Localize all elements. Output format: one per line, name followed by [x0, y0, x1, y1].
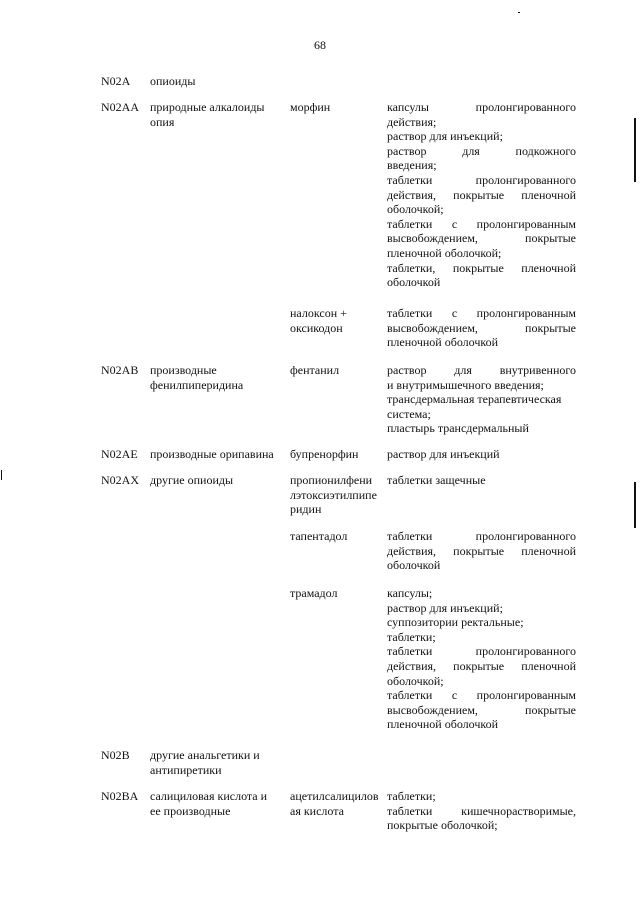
dosage-form-line: таблетки пролонгированного: [387, 172, 576, 187]
dosage-form-line: таблетки пролонгированного: [387, 529, 576, 543]
dosage-form-line: капсулы пролонгированного: [387, 100, 576, 114]
dosage-form-line: пластырь трансдермальный: [387, 421, 529, 436]
dosage-form-line: раствор для инъекций;: [387, 600, 503, 615]
dosage-form-line: таблетки;: [387, 789, 436, 803]
group-name: природные алкалоиды опия: [150, 100, 265, 129]
dosage-form-line: пленочной оболочкой: [387, 335, 499, 350]
dosage-forms: [387, 306, 576, 350]
group-name: салициловая кислота и ее производные: [150, 789, 268, 818]
dosage-form-line: высвобождением, покрытые: [387, 231, 576, 246]
atc-code: N02A: [101, 74, 131, 88]
atc-code: N02AE: [101, 447, 138, 461]
dosage-form-line: таблетки защечные: [387, 473, 486, 487]
dosage-form-line: действия;: [387, 114, 437, 129]
dosage-form-line: покрытые оболочкой;: [387, 818, 498, 833]
dosage-form-line: таблетки кишечнорастворимые,: [387, 803, 576, 818]
dosage-form-line: оболочкой;: [387, 202, 444, 217]
dosage-form-line: оболочкой: [387, 275, 441, 290]
dosage-form-line: раствор для инъекций: [387, 447, 500, 461]
drug-name: ацетилсалициловая кислота: [290, 789, 379, 818]
scan-edge-mark: [634, 482, 636, 528]
drug-name: тапентадол: [290, 529, 348, 543]
atc-code: N02AB: [101, 363, 139, 377]
dosage-form-line: действия, покрытые пленочной: [387, 187, 576, 202]
dosage-forms: [387, 789, 576, 833]
dosage-forms: [387, 586, 576, 732]
dosage-forms: [387, 363, 576, 436]
dosage-form-line: действия, покрытые пленочной: [387, 658, 576, 673]
drug-name: пропионилфенилэтоксиэтилпиперидин: [290, 473, 377, 517]
dosage-form-line: пленочной оболочкой;: [387, 245, 502, 260]
group-name: другие анальгетики и антипиретики: [150, 748, 260, 777]
scan-edge-mark: [518, 12, 520, 13]
drug-name: трамадол: [290, 586, 338, 600]
dosage-forms: [387, 529, 576, 573]
dosage-form-line: таблетки с пролонгированным: [387, 688, 576, 703]
group-name: производные фенилпиперидина: [150, 363, 244, 392]
page-number: 68: [314, 38, 326, 52]
group-name: производные орипавина: [150, 447, 274, 461]
dosage-form-line: действия, покрытые пленочной: [387, 543, 576, 558]
dosage-form-line: пленочной оболочкой: [387, 717, 499, 732]
atc-code: N02AX: [101, 473, 139, 487]
dosage-form-line: раствор для внутривенного: [387, 363, 576, 377]
atc-code: N02BA: [101, 789, 139, 803]
dosage-form-line: раствор для инъекций;: [387, 129, 503, 144]
dosage-form-line: таблетки, покрытые пленочной: [387, 260, 576, 275]
dosage-form-line: введения;: [387, 158, 437, 173]
dosage-form-line: капсулы;: [387, 586, 433, 600]
drug-name: налоксон + оксикодон: [290, 306, 347, 335]
scan-edge-mark: [634, 118, 636, 182]
dosage-forms: [387, 100, 576, 290]
drug-name: морфин: [290, 100, 331, 114]
dosage-forms: [387, 447, 576, 462]
dosage-form-line: суппозитории ректальные;: [387, 615, 524, 630]
dosage-form-line: таблетки с пролонгированным: [387, 306, 576, 320]
dosage-form-line: трансдермальная терапевтическая: [387, 392, 562, 407]
scan-edge-mark: [1, 470, 2, 480]
dosage-form-line: высвобождением, покрытые: [387, 320, 576, 335]
drug-name: фентанил: [290, 363, 340, 377]
dosage-form-line: оболочкой;: [387, 673, 444, 688]
dosage-form-line: высвобождением, покрытые: [387, 702, 576, 717]
dosage-form-line: оболочкой: [387, 558, 441, 573]
dosage-form-line: система;: [387, 406, 431, 421]
dosage-form-line: таблетки;: [387, 629, 436, 644]
dosage-form-line: таблетки пролонгированного: [387, 644, 576, 659]
dosage-form-line: таблетки с пролонгированным: [387, 216, 576, 231]
dosage-form-line: раствор для подкожного: [387, 143, 576, 158]
drug-name: бупренорфин: [290, 447, 359, 461]
group-name: опиоиды: [150, 74, 196, 88]
atc-code: N02B: [101, 748, 130, 762]
atc-code: N02AA: [101, 100, 139, 114]
dosage-form-line: и внутримышечного введения;: [387, 377, 544, 392]
dosage-forms: [387, 473, 576, 488]
group-name: другие опиоиды: [150, 473, 234, 487]
